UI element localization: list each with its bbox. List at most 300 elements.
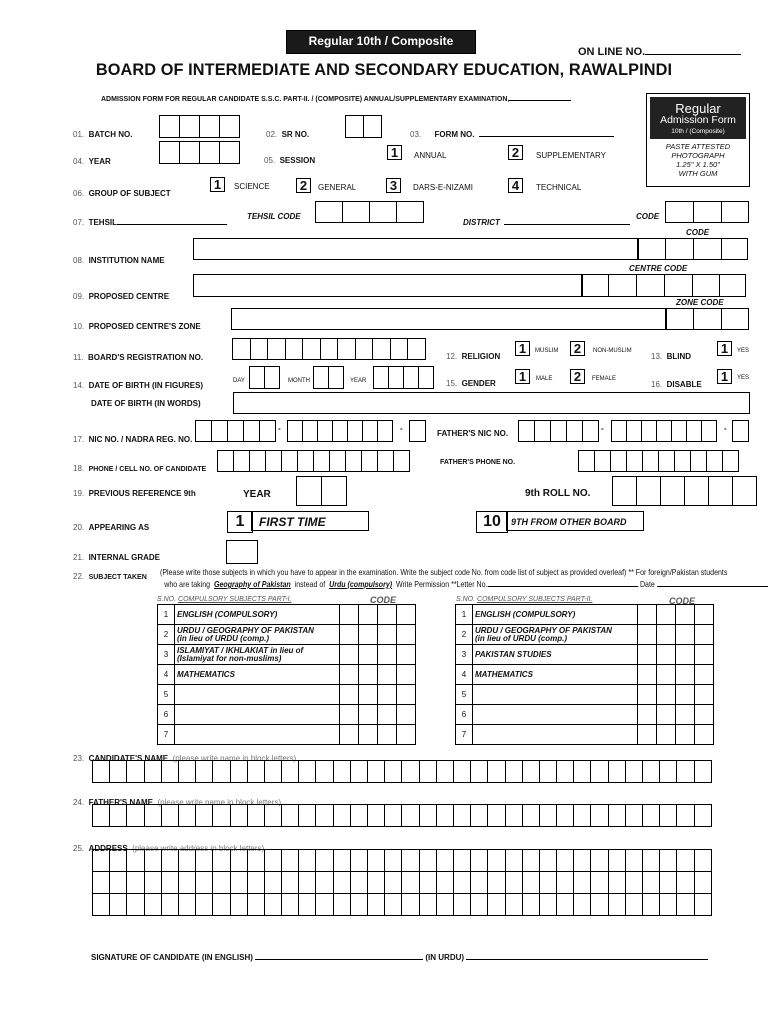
religion-nonmuslim-option[interactable]: 2 xyxy=(570,341,585,356)
letter-box[interactable] xyxy=(539,871,557,894)
letter-box[interactable] xyxy=(178,893,196,916)
subject-code-box[interactable] xyxy=(657,605,676,625)
letter-box[interactable] xyxy=(350,893,368,916)
letter-box[interactable] xyxy=(333,871,351,894)
sr-no-boxes[interactable] xyxy=(346,115,382,138)
letter-box[interactable] xyxy=(109,871,127,894)
letter-box[interactable] xyxy=(642,893,660,916)
subject-code-box[interactable] xyxy=(340,705,359,725)
letter-box[interactable] xyxy=(505,893,523,916)
address-boxes-line1[interactable] xyxy=(93,849,712,872)
letter-box[interactable] xyxy=(401,804,419,827)
letter-box[interactable] xyxy=(539,849,557,872)
letter-box[interactable] xyxy=(230,893,248,916)
letter-box[interactable] xyxy=(505,760,523,783)
letter-box[interactable] xyxy=(608,893,626,916)
letter-box[interactable] xyxy=(367,804,385,827)
letter-box[interactable] xyxy=(470,804,488,827)
letter-box[interactable] xyxy=(109,804,127,827)
letter-box[interactable] xyxy=(487,804,505,827)
letter-box[interactable] xyxy=(676,804,694,827)
address-boxes-line2[interactable] xyxy=(93,871,712,894)
letter-box[interactable] xyxy=(298,804,316,827)
letter-box[interactable] xyxy=(436,893,454,916)
letter-box[interactable] xyxy=(676,760,694,783)
subject-code-box[interactable] xyxy=(340,665,359,685)
subject-code-box[interactable] xyxy=(676,625,695,645)
subject-code-box[interactable] xyxy=(397,605,416,625)
letter-box[interactable] xyxy=(212,893,230,916)
letter-box[interactable] xyxy=(144,893,162,916)
letter-box[interactable] xyxy=(436,849,454,872)
letter-box[interactable] xyxy=(195,849,213,872)
letter-box[interactable] xyxy=(384,849,402,872)
subject-code-box[interactable] xyxy=(676,605,695,625)
letter-box[interactable] xyxy=(144,760,162,783)
subject-code-box[interactable] xyxy=(638,705,657,725)
letter-box[interactable] xyxy=(315,804,333,827)
letter-box[interactable] xyxy=(264,849,282,872)
letter-box[interactable] xyxy=(350,804,368,827)
subject-code-box[interactable] xyxy=(638,665,657,685)
letter-box[interactable] xyxy=(401,893,419,916)
institution-code-boxes[interactable] xyxy=(638,238,748,260)
subject-code-box[interactable] xyxy=(695,625,714,645)
letter-box[interactable] xyxy=(367,849,385,872)
letter-box[interactable] xyxy=(109,849,127,872)
letter-box[interactable] xyxy=(642,871,660,894)
letter-box[interactable] xyxy=(384,760,402,783)
subject-code-box[interactable] xyxy=(695,705,714,725)
letter-box[interactable] xyxy=(264,893,282,916)
letter-box[interactable] xyxy=(694,893,712,916)
subject-code-box[interactable] xyxy=(695,665,714,685)
subject-name[interactable]: PAKISTAN STUDIES xyxy=(473,645,638,665)
letter-box[interactable] xyxy=(195,804,213,827)
letter-box[interactable] xyxy=(694,804,712,827)
subject-code-box[interactable] xyxy=(359,665,378,685)
subject-code-box[interactable] xyxy=(676,705,695,725)
subject-code-box[interactable] xyxy=(657,625,676,645)
signature-line[interactable]: SIGNATURE OF CANDIDATE (IN ENGLISH) (IN URDU) xyxy=(91,951,708,962)
father-nic-boxes-1[interactable] xyxy=(519,420,599,442)
letter-box[interactable] xyxy=(453,760,471,783)
letter-box[interactable] xyxy=(505,849,523,872)
letter-box[interactable] xyxy=(625,849,643,872)
letter-box[interactable] xyxy=(470,760,488,783)
letter-box[interactable] xyxy=(642,760,660,783)
letter-box[interactable] xyxy=(92,804,110,827)
letter-box[interactable] xyxy=(419,893,437,916)
letter-box[interactable] xyxy=(453,804,471,827)
letter-box[interactable] xyxy=(126,871,144,894)
subject-code-box[interactable] xyxy=(340,625,359,645)
photo-box[interactable] xyxy=(646,93,750,187)
subject-code-box[interactable] xyxy=(397,725,416,745)
letter-box[interactable] xyxy=(281,760,299,783)
subject-code-box[interactable] xyxy=(676,665,695,685)
letter-box[interactable] xyxy=(161,849,179,872)
letter-box[interactable] xyxy=(625,871,643,894)
subject-code-box[interactable] xyxy=(378,705,397,725)
letter-box[interactable] xyxy=(92,871,110,894)
subject-name[interactable] xyxy=(473,705,638,725)
subject-name[interactable]: ENGLISH (COMPULSORY) xyxy=(175,605,340,625)
dob-day-boxes[interactable] xyxy=(250,366,280,389)
letter-box[interactable] xyxy=(436,804,454,827)
letter-box[interactable] xyxy=(401,760,419,783)
subject-code-box[interactable] xyxy=(676,685,695,705)
nic-boxes-1[interactable] xyxy=(196,420,276,442)
subject-code-box[interactable] xyxy=(359,625,378,645)
letter-box[interactable] xyxy=(590,760,608,783)
letter-box[interactable] xyxy=(161,871,179,894)
letter-box[interactable] xyxy=(676,871,694,894)
letter-box[interactable] xyxy=(625,804,643,827)
subject-code-box[interactable] xyxy=(378,625,397,645)
letter-box[interactable] xyxy=(264,871,282,894)
letter-box[interactable] xyxy=(247,849,265,872)
letter-box[interactable] xyxy=(625,760,643,783)
letter-box[interactable] xyxy=(126,849,144,872)
subject-code-box[interactable] xyxy=(695,725,714,745)
letter-box[interactable] xyxy=(487,849,505,872)
letter-box[interactable] xyxy=(453,871,471,894)
letter-box[interactable] xyxy=(230,804,248,827)
letter-box[interactable] xyxy=(92,849,110,872)
letter-box[interactable] xyxy=(556,849,574,872)
letter-box[interactable] xyxy=(556,760,574,783)
subject-name[interactable] xyxy=(175,705,340,725)
subject-code-box[interactable] xyxy=(676,645,695,665)
subject-name[interactable]: ISLAMIYAT / IKHLAKIAT in lieu of (Islamiyat for non-muslims) xyxy=(175,645,340,665)
subject-code-box[interactable] xyxy=(397,625,416,645)
letter-box[interactable] xyxy=(195,893,213,916)
letter-box[interactable] xyxy=(126,760,144,783)
letter-box[interactable] xyxy=(195,760,213,783)
letter-box[interactable] xyxy=(230,871,248,894)
letter-box[interactable] xyxy=(659,760,677,783)
letter-box[interactable] xyxy=(92,760,110,783)
father-phone-boxes[interactable] xyxy=(579,450,739,472)
subject-name[interactable] xyxy=(473,725,638,745)
centre-input[interactable] xyxy=(193,274,583,297)
subject-code-box[interactable] xyxy=(397,645,416,665)
disable-yes-option[interactable]: 1 xyxy=(717,369,732,384)
address-boxes-line3[interactable] xyxy=(93,893,712,916)
registration-boxes[interactable] xyxy=(233,338,426,360)
letter-box[interactable] xyxy=(367,871,385,894)
appearing-first-time-option[interactable]: 1 xyxy=(227,511,253,533)
letter-box[interactable] xyxy=(298,760,316,783)
subject-code-box[interactable] xyxy=(397,685,416,705)
letter-box[interactable] xyxy=(92,893,110,916)
form-no-label: 03. FORM NO. xyxy=(410,124,614,142)
letter-box[interactable] xyxy=(281,893,299,916)
subject-code-box[interactable] xyxy=(657,725,676,745)
letter-box[interactable] xyxy=(212,849,230,872)
letter-box[interactable] xyxy=(161,804,179,827)
letter-box[interactable] xyxy=(161,760,179,783)
subject-code-box[interactable] xyxy=(359,705,378,725)
letter-box[interactable] xyxy=(230,849,248,872)
letter-box[interactable] xyxy=(195,871,213,894)
letter-box[interactable] xyxy=(487,760,505,783)
father-nic-boxes-3[interactable] xyxy=(733,420,749,442)
gender-male-option[interactable]: 1 xyxy=(515,369,530,384)
letter-box[interactable] xyxy=(539,893,557,916)
centre-code-boxes[interactable] xyxy=(582,274,746,297)
letter-box[interactable] xyxy=(436,871,454,894)
letter-box[interactable] xyxy=(522,871,540,894)
letter-box[interactable] xyxy=(419,760,437,783)
letter-box[interactable] xyxy=(178,871,196,894)
subject-code-box[interactable] xyxy=(638,685,657,705)
letter-box[interactable] xyxy=(487,893,505,916)
letter-box[interactable] xyxy=(315,871,333,894)
letter-box[interactable] xyxy=(350,871,368,894)
letter-box[interactable] xyxy=(401,849,419,872)
letter-box[interactable] xyxy=(161,893,179,916)
letter-box[interactable] xyxy=(539,804,557,827)
letter-box[interactable] xyxy=(384,893,402,916)
letter-box[interactable] xyxy=(625,893,643,916)
letter-box[interactable] xyxy=(247,760,265,783)
letter-box[interactable] xyxy=(298,849,316,872)
subject-code-box[interactable] xyxy=(638,625,657,645)
letter-box[interactable] xyxy=(109,760,127,783)
letter-box[interactable] xyxy=(642,849,660,872)
subject-name[interactable] xyxy=(175,725,340,745)
letter-box[interactable] xyxy=(333,893,351,916)
subject-code-box[interactable] xyxy=(695,685,714,705)
subject-name[interactable]: MATHEMATICS xyxy=(473,665,638,685)
subject-name[interactable]: URDU / GEOGRAPHY OF PAKISTAN (in lieu of URDU (comp.) xyxy=(473,625,638,645)
letter-box[interactable] xyxy=(367,893,385,916)
district-code-boxes[interactable] xyxy=(666,201,749,223)
subject-code-box[interactable] xyxy=(359,685,378,705)
letter-box[interactable] xyxy=(350,760,368,783)
subject-code-box[interactable] xyxy=(638,645,657,665)
session-annual-option[interactable]: 1 xyxy=(387,145,402,160)
letter-box[interactable] xyxy=(659,871,677,894)
letter-box[interactable] xyxy=(264,804,282,827)
letter-box[interactable] xyxy=(298,871,316,894)
dob-year-boxes[interactable] xyxy=(374,366,434,389)
subject-code-box[interactable] xyxy=(638,725,657,745)
subject-code-box[interactable] xyxy=(676,725,695,745)
letter-box[interactable] xyxy=(590,871,608,894)
subject-name[interactable]: URDU / GEOGRAPHY OF PAKISTAN (in lieu of URDU (comp.) xyxy=(175,625,340,645)
subject-code-box[interactable] xyxy=(638,605,657,625)
subject-name[interactable] xyxy=(473,685,638,705)
letter-box[interactable] xyxy=(676,849,694,872)
letter-box[interactable] xyxy=(556,804,574,827)
subject-code-box[interactable] xyxy=(340,685,359,705)
letter-box[interactable] xyxy=(315,849,333,872)
letter-box[interactable] xyxy=(419,871,437,894)
subject-code-box[interactable] xyxy=(359,725,378,745)
tehsil-code-boxes[interactable] xyxy=(316,201,424,223)
group-dars-option[interactable]: 3 xyxy=(386,178,401,193)
subject-code-box[interactable] xyxy=(657,665,676,685)
subject-code-box[interactable] xyxy=(378,665,397,685)
letter-box[interactable] xyxy=(505,871,523,894)
letter-box[interactable] xyxy=(573,804,591,827)
letter-box[interactable] xyxy=(384,871,402,894)
subject-code-box[interactable] xyxy=(397,665,416,685)
dob-month-boxes[interactable] xyxy=(314,366,344,389)
subject-code-box[interactable] xyxy=(657,685,676,705)
letter-box[interactable] xyxy=(212,804,230,827)
letter-box[interactable] xyxy=(384,804,402,827)
gender-female-option[interactable]: 2 xyxy=(570,369,585,384)
candidate-name-boxes[interactable] xyxy=(93,760,712,783)
subject-code-box[interactable] xyxy=(657,645,676,665)
letter-box[interactable] xyxy=(247,804,265,827)
year-boxes[interactable] xyxy=(160,141,240,164)
subject-code-box[interactable] xyxy=(340,605,359,625)
letter-box[interactable] xyxy=(522,760,540,783)
letter-box[interactable] xyxy=(144,871,162,894)
letter-box[interactable] xyxy=(419,804,437,827)
letter-box[interactable] xyxy=(659,804,677,827)
zone-input[interactable] xyxy=(231,308,667,330)
letter-box[interactable] xyxy=(573,760,591,783)
subject-name[interactable]: ENGLISH (COMPULSORY) xyxy=(473,605,638,625)
letter-box[interactable] xyxy=(642,804,660,827)
letter-box[interactable] xyxy=(470,849,488,872)
letter-box[interactable] xyxy=(694,871,712,894)
letter-box[interactable] xyxy=(590,893,608,916)
subject-code-box[interactable] xyxy=(378,645,397,665)
subject-code-box[interactable] xyxy=(340,645,359,665)
zone-code-boxes[interactable] xyxy=(666,308,749,330)
batch-no-boxes[interactable] xyxy=(160,115,240,138)
subject-code-box[interactable] xyxy=(340,725,359,745)
letter-box[interactable] xyxy=(522,804,540,827)
letter-box[interactable] xyxy=(453,849,471,872)
letter-box[interactable] xyxy=(333,760,351,783)
father-name-boxes[interactable] xyxy=(93,804,712,827)
letter-box[interactable] xyxy=(419,849,437,872)
letter-box[interactable] xyxy=(126,804,144,827)
letter-box[interactable] xyxy=(608,871,626,894)
subject-name[interactable] xyxy=(175,685,340,705)
group-science-option[interactable]: 1 xyxy=(210,177,225,192)
letter-box[interactable] xyxy=(539,760,557,783)
nic-boxes-3[interactable] xyxy=(410,420,426,442)
letter-box[interactable] xyxy=(178,849,196,872)
letter-box[interactable] xyxy=(608,804,626,827)
letter-box[interactable] xyxy=(247,893,265,916)
letter-box[interactable] xyxy=(212,760,230,783)
letter-box[interactable] xyxy=(264,760,282,783)
letter-box[interactable] xyxy=(109,893,127,916)
letter-box[interactable] xyxy=(608,849,626,872)
letter-box[interactable] xyxy=(212,871,230,894)
letter-box[interactable] xyxy=(144,849,162,872)
subject-name[interactable]: MATHEMATICS xyxy=(175,665,340,685)
letter-box[interactable] xyxy=(178,760,196,783)
registration-label: 11. BOARD'S REGISTRATION NO. xyxy=(73,353,204,362)
blind-yes-option[interactable]: 1 xyxy=(717,341,732,356)
letter-box[interactable] xyxy=(659,893,677,916)
letter-box[interactable] xyxy=(487,871,505,894)
letter-box[interactable] xyxy=(401,871,419,894)
letter-box[interactable] xyxy=(350,849,368,872)
letter-box[interactable] xyxy=(470,871,488,894)
letter-box[interactable] xyxy=(144,804,162,827)
letter-box[interactable] xyxy=(676,893,694,916)
letter-box[interactable] xyxy=(453,893,471,916)
letter-box[interactable] xyxy=(590,849,608,872)
letter-box[interactable] xyxy=(178,804,196,827)
letter-box[interactable] xyxy=(281,871,299,894)
group-technical-option[interactable]: 4 xyxy=(508,178,523,193)
letter-box[interactable] xyxy=(694,849,712,872)
prev-roll-boxes[interactable] xyxy=(613,476,757,506)
subject-code-box[interactable] xyxy=(397,705,416,725)
letter-box[interactable] xyxy=(367,760,385,783)
letter-box[interactable] xyxy=(659,849,677,872)
letter-box[interactable] xyxy=(230,760,248,783)
letter-box[interactable] xyxy=(247,871,265,894)
father-nic-boxes-2[interactable] xyxy=(612,420,717,442)
subject-code-box[interactable] xyxy=(378,725,397,745)
letter-box[interactable] xyxy=(333,804,351,827)
subject-code-box[interactable] xyxy=(378,605,397,625)
nic-boxes-2[interactable] xyxy=(288,420,393,442)
letter-box[interactable] xyxy=(470,893,488,916)
subject-code-box[interactable] xyxy=(695,605,714,625)
letter-box[interactable] xyxy=(315,760,333,783)
letter-box[interactable] xyxy=(694,760,712,783)
letter-box[interactable] xyxy=(522,893,540,916)
prev-year-boxes[interactable] xyxy=(297,476,347,506)
subject-code-box[interactable] xyxy=(695,645,714,665)
internal-grade-input[interactable] xyxy=(226,540,258,564)
letter-box[interactable] xyxy=(281,804,299,827)
letter-box[interactable] xyxy=(436,760,454,783)
letter-box[interactable] xyxy=(333,849,351,872)
letter-box[interactable] xyxy=(505,804,523,827)
letter-box[interactable] xyxy=(590,804,608,827)
group-general-option[interactable]: 2 xyxy=(296,178,311,193)
letter-box[interactable] xyxy=(281,849,299,872)
letter-box[interactable] xyxy=(298,893,316,916)
letter-box[interactable] xyxy=(573,849,591,872)
phone-boxes[interactable] xyxy=(218,450,410,472)
dob-words-input[interactable] xyxy=(233,392,750,414)
institution-input[interactable] xyxy=(193,238,639,260)
letter-box[interactable] xyxy=(126,893,144,916)
letter-box[interactable] xyxy=(522,849,540,872)
subject-code-box[interactable] xyxy=(359,645,378,665)
religion-muslim-option[interactable]: 1 xyxy=(515,341,530,356)
subject-code-box[interactable] xyxy=(378,685,397,705)
letter-box[interactable] xyxy=(556,893,574,916)
letter-box[interactable] xyxy=(573,893,591,916)
letter-box[interactable] xyxy=(315,893,333,916)
session-supplementary-option[interactable]: 2 xyxy=(508,145,523,160)
letter-box[interactable] xyxy=(573,871,591,894)
subject-code-box[interactable] xyxy=(359,605,378,625)
letter-box[interactable] xyxy=(608,760,626,783)
subject-code-box[interactable] xyxy=(657,705,676,725)
appearing-other-board-option[interactable]: 10 xyxy=(476,511,508,533)
letter-box[interactable] xyxy=(556,871,574,894)
